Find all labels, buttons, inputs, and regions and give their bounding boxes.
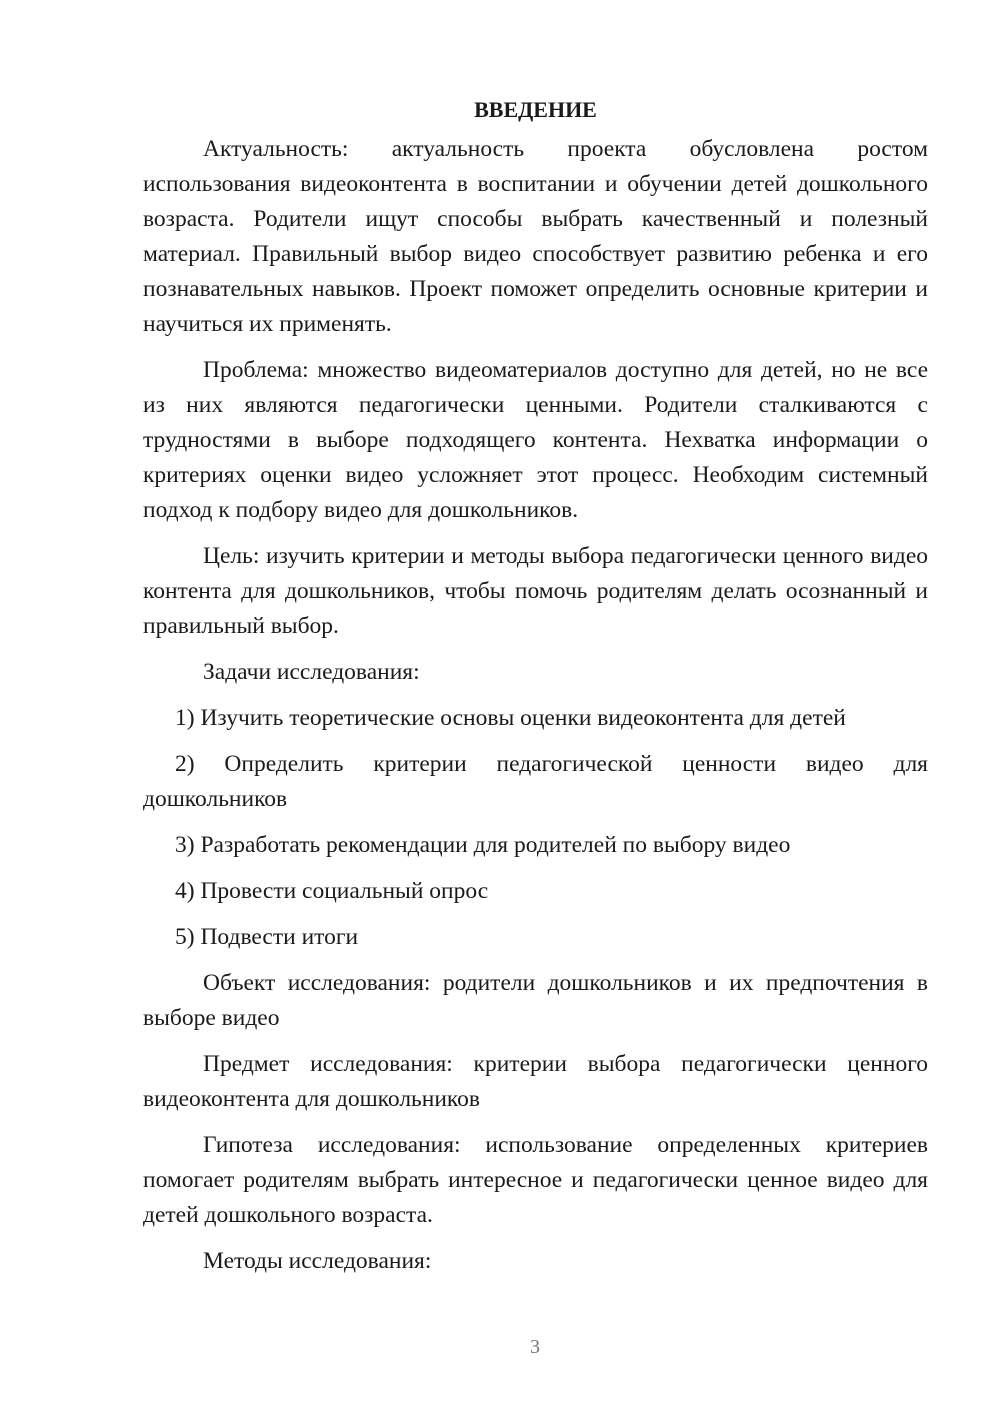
task-item-5: 5) Подвести итоги [175, 924, 359, 950]
paragraph-subject: Предмет исследования: критерии выбора педагогически ценного видеоконтента для дошкольников [143, 1051, 928, 1112]
paragraph-object: Объект исследования: родители дошкольников и их предпочтения в выборе видео [143, 970, 928, 1031]
task-item-2: 2) Определить критерии педагогической ценности видео для дошкольников [143, 751, 928, 812]
page-number-footer [0, 1333, 1000, 1361]
task-item-3: 3) Разработать рекомендации для родителей по выбору видео [175, 832, 791, 858]
paragraph-relevance: Актуальность: актуальность проекта обусловлена ростом использования видеоконтента в воспитании и обучении детей дошкольного возраста. Родители ищут способы выбрать качественный и полезный материал. Правильный выбор видео способствует развитию ребенка и его познавательных навыков. Проект поможет определить основные критерии и научиться их применять. [143, 136, 928, 337]
paragraph-methods-title: Методы исследования: [203, 1248, 432, 1274]
task-item-4: 4) Провести социальный опрос [175, 878, 489, 904]
paragraph-problem: Проблема: множество видеоматериалов доступно для детей, но не все из них являются педагогически ценными. Родители сталкиваются с трудностями в выборе подходящего контента. Нехватка информации о критериях оценки видео усложняет этот процесс. Необходим системный подход к подбору видео для дошкольников. [143, 357, 928, 523]
paragraph-tasks-title: Задачи исследования: [203, 659, 420, 685]
paragraph-goal: Цель: изучить критерии и методы выбора педагогически ценного видео контента для дошкольников, чтобы помочь родителям делать осознанный и правильный выбор. [143, 543, 928, 639]
page-number: 3 [530, 1336, 540, 1358]
paragraph-hypothesis: Гипотеза исследования: использование определенных критериев помогает родителям выбрать интересное и педагогически ценное видео для детей дошкольного возраста. [143, 1132, 928, 1228]
task-item-1: 1) Изучить теоретические основы оценки видеоконтента для детей [175, 705, 846, 731]
page-content [143, 92, 928, 1290]
section-heading: ВВЕДЕНИЕ [474, 97, 597, 122]
